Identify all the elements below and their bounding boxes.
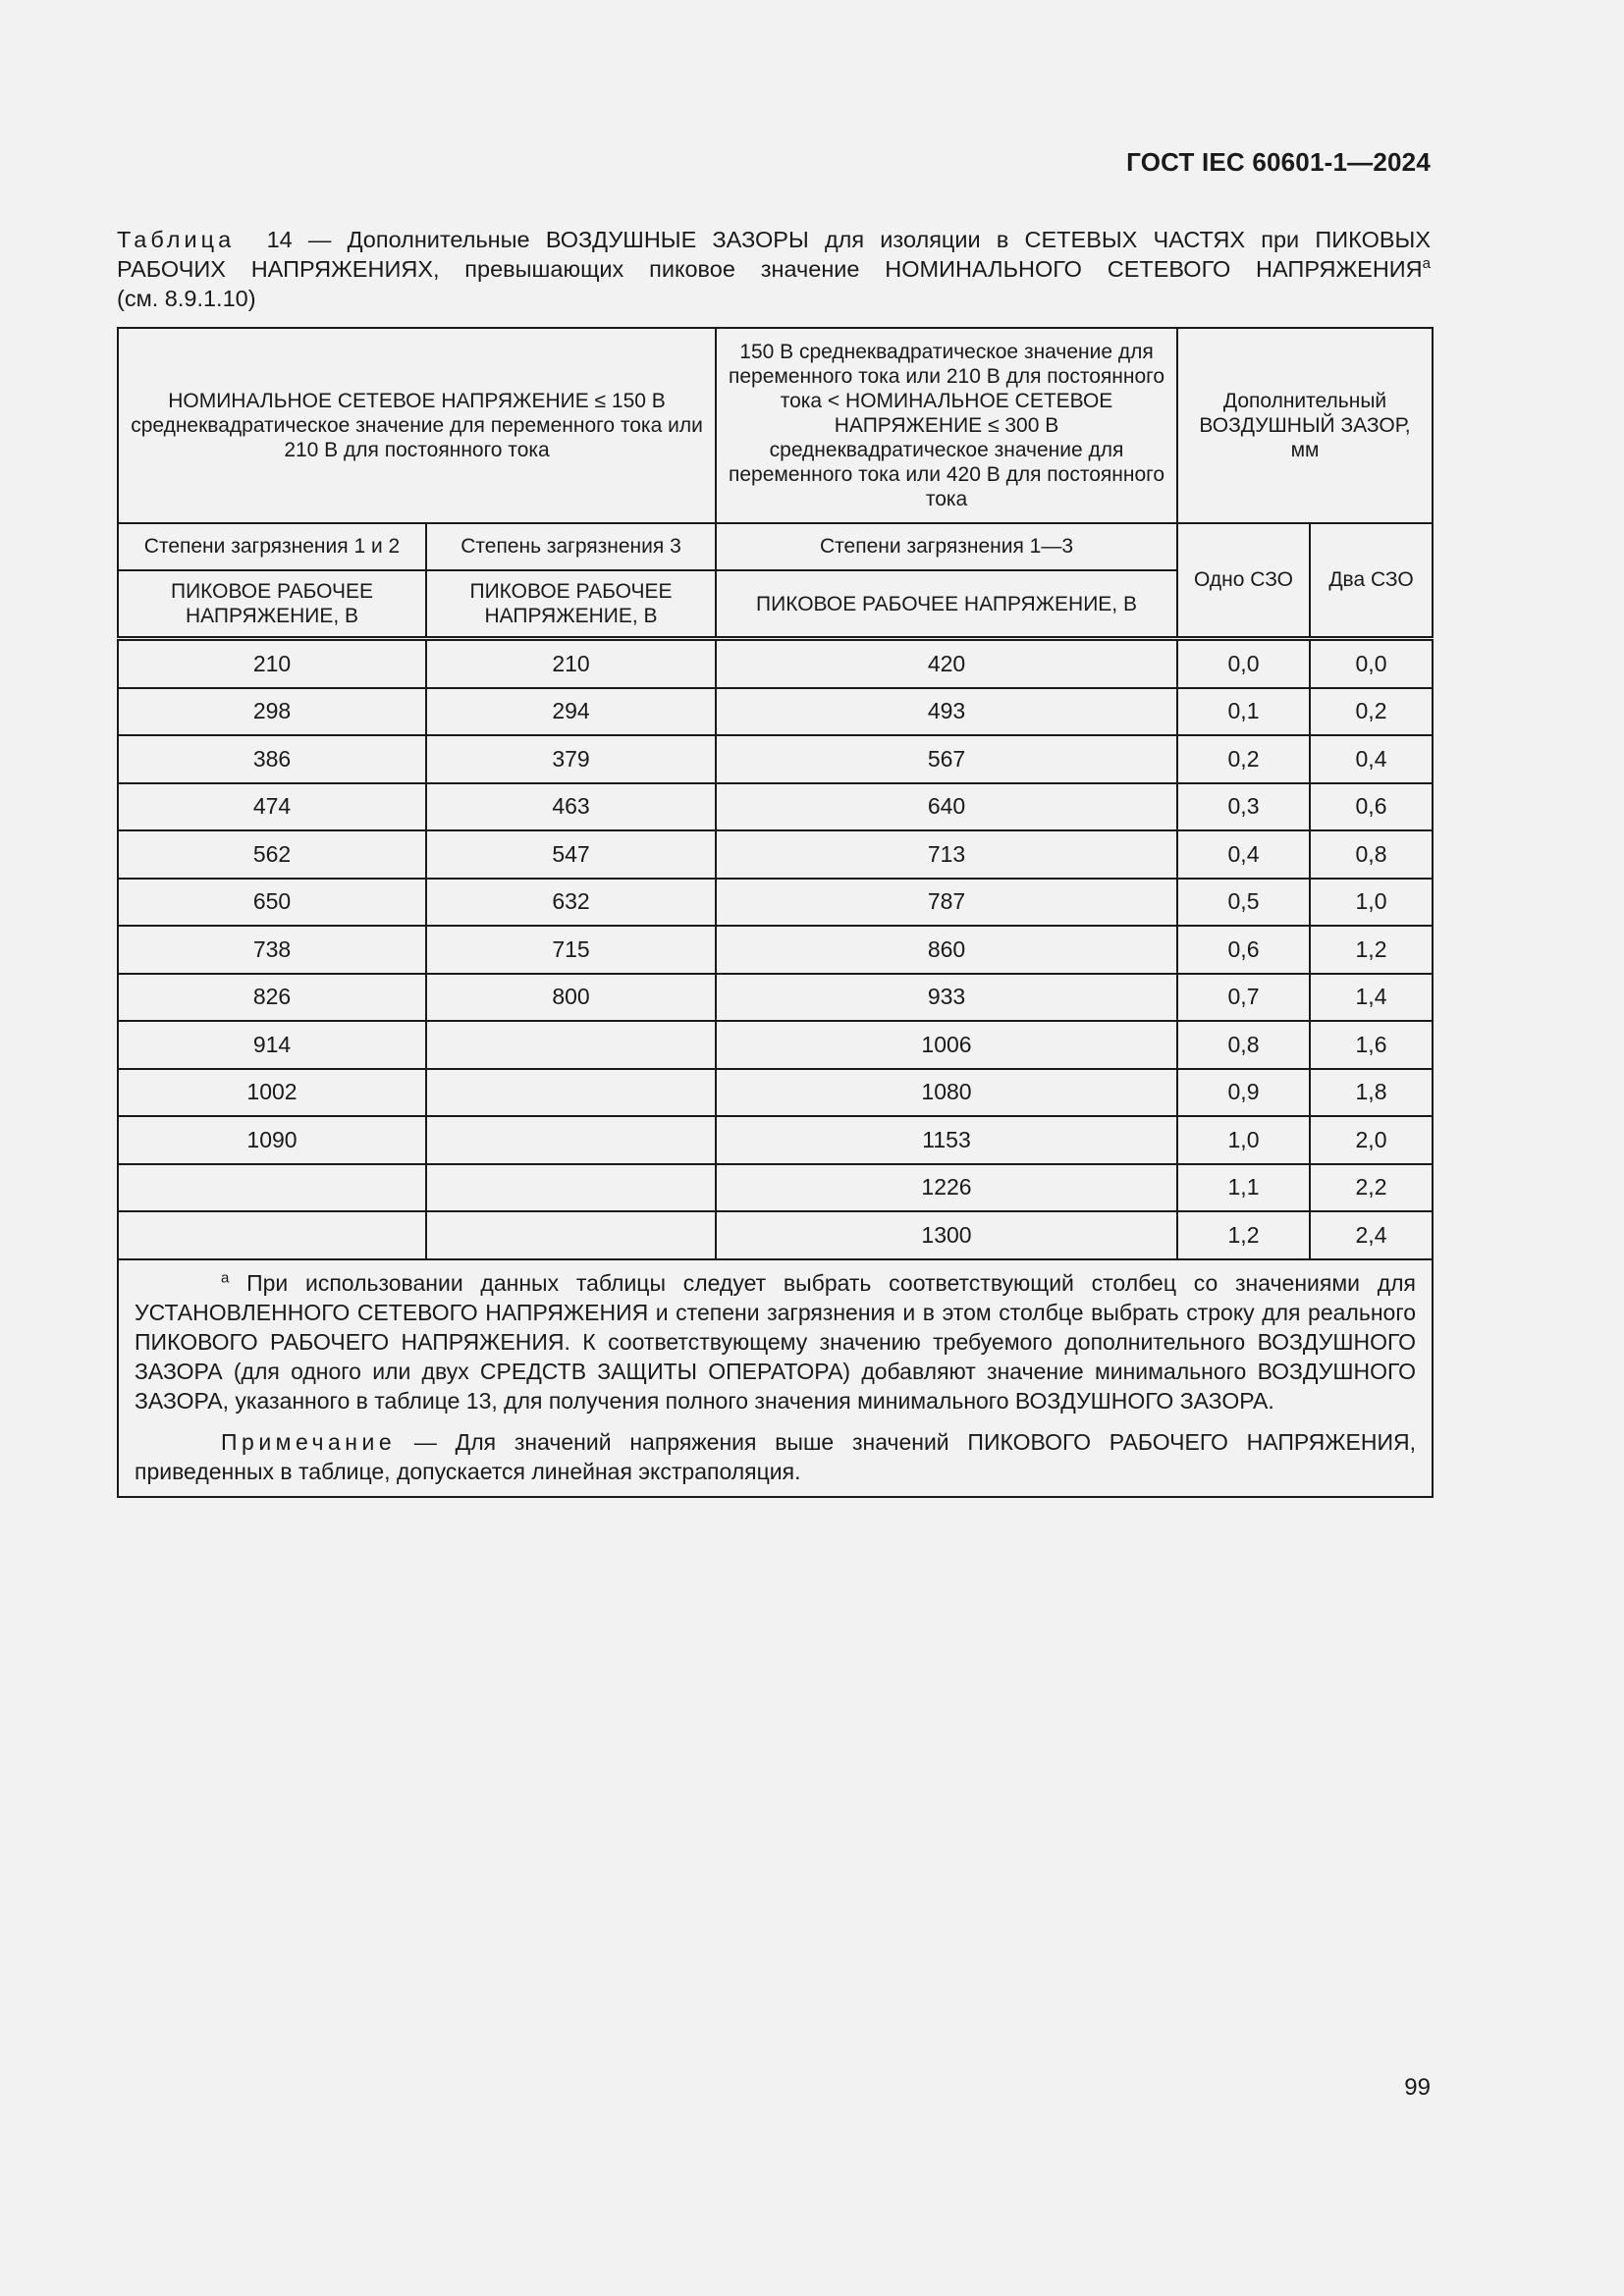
caption-line-1-text: 14 — Дополнительные ВОЗДУШНЫЕ ЗАЗОРЫ для изоляции в СЕТЕВЫХ ЧАСТЯХ при ПИКОВЫХ: [266, 227, 1431, 252]
cell-peak-voltage-pd12: 914: [118, 1021, 426, 1069]
table-row: [118, 1116, 1433, 1164]
cell-clearance-one-mop: 0,9: [1177, 1069, 1310, 1117]
cell-peak-voltage-pd3: 632: [426, 879, 716, 927]
cell-peak-voltage-pd12: 298: [118, 688, 426, 736]
cell-clearance-one-mop: 0,5: [1177, 879, 1310, 927]
cell-clearance-one-mop: 0,7: [1177, 974, 1310, 1022]
cell-peak-voltage-pd12: 1090: [118, 1116, 426, 1164]
header-peak-voltage-b: ПИКОВОЕ РАБОЧЕЕ НАПРЯЖЕНИЕ, В: [426, 570, 716, 639]
cell-peak-voltage-pd3: 294: [426, 688, 716, 736]
note-paragraph: [135, 1427, 1416, 1486]
cell-peak-voltage-pd12: 738: [118, 926, 426, 974]
cell-clearance-one-mop: 1,0: [1177, 1116, 1310, 1164]
cell-peak-voltage-pd3: [426, 1021, 716, 1069]
table-row: [118, 1021, 1433, 1069]
table-row: [118, 688, 1433, 736]
cell-clearance-two-mop: 2,4: [1310, 1211, 1433, 1259]
cell-peak-voltage-pd3: 463: [426, 783, 716, 831]
caption-line-2: [117, 254, 1431, 284]
table-row: [118, 1211, 1433, 1259]
cell-peak-voltage-pd12: 474: [118, 783, 426, 831]
cell-clearance-two-mop: 1,6: [1310, 1021, 1433, 1069]
cell-peak-voltage-pd13: 567: [716, 735, 1177, 783]
caption-line-2-text: РАБОЧИХ НАПРЯЖЕНИЯХ, превышающих пиковое значение НОМИНАЛЬНОГО СЕТЕВОГО НАПРЯЖЕНИЯ: [117, 256, 1423, 282]
cell-peak-voltage-pd13: 1153: [716, 1116, 1177, 1164]
table-caption: [117, 225, 1431, 313]
cell-peak-voltage-pd13: 713: [716, 830, 1177, 879]
cell-clearance-two-mop: 0,8: [1310, 830, 1433, 879]
cell-peak-voltage-pd13: 933: [716, 974, 1177, 1022]
table-row: [118, 639, 1433, 688]
page-number: 99: [1404, 2074, 1431, 2101]
cell-clearance-two-mop: 0,6: [1310, 783, 1433, 831]
cell-peak-voltage-pd12: [118, 1211, 426, 1259]
cell-clearance-one-mop: 1,2: [1177, 1211, 1310, 1259]
header-peak-voltage-c: ПИКОВОЕ РАБОЧЕЕ НАПРЯЖЕНИЕ, В: [716, 570, 1177, 639]
cell-peak-voltage-pd12: 386: [118, 735, 426, 783]
caption-line-1: [117, 225, 1431, 254]
note-word: Примечание: [221, 1428, 397, 1455]
table-row: [118, 1164, 1433, 1212]
header-group-additional-clearance: Дополнительный ВОЗДУШНЫЙ ЗАЗОР, мм: [1177, 328, 1433, 523]
cell-peak-voltage-pd3: 800: [426, 974, 716, 1022]
footnote-cell: [118, 1259, 1433, 1497]
cell-clearance-one-mop: 0,1: [1177, 688, 1310, 736]
cell-peak-voltage-pd3: [426, 1069, 716, 1117]
cell-clearance-one-mop: 1,1: [1177, 1164, 1310, 1212]
header-two-mop: Два СЗО: [1310, 523, 1433, 639]
cell-clearance-two-mop: 1,2: [1310, 926, 1433, 974]
cell-peak-voltage-pd13: 1006: [716, 1021, 1177, 1069]
cell-peak-voltage-pd3: [426, 1116, 716, 1164]
cell-peak-voltage-pd13: 1080: [716, 1069, 1177, 1117]
table-row: [118, 735, 1433, 783]
table-row: [118, 830, 1433, 879]
header-row-pollution: [118, 523, 1433, 570]
cell-clearance-one-mop: 0,3: [1177, 783, 1310, 831]
footnote-paragraph: [135, 1268, 1416, 1415]
note-text: — Для значений напряжения выше значений ПИКОВОГО РАБОЧЕГО НАПРЯЖЕНИЯ, приведенных в таблице, допускается линейная экстраполяция.: [135, 1428, 1417, 1484]
caption-line-3: (см. 8.9.1.10): [117, 286, 256, 311]
cell-peak-voltage-pd13: 787: [716, 879, 1177, 927]
cell-clearance-one-mop: 0,2: [1177, 735, 1310, 783]
footnote-text: При использовании данных таблицы следует выбрать соответствующий столбец со значениями для УСТАНОВЛЕННОГО СЕТЕВОГО НАПРЯЖЕНИЯ и степени загрязнения и в этом столбце выбрать строку для реального ПИКОВОГО РАБОЧЕГО НАПРЯЖЕНИЯ. К соответствующему значению требуемого дополнительного ВОЗДУШНОГО ЗАЗОРА (для одного или двух СРЕДСТВ ЗАЩИТЫ ОПЕРАТОРА) добавляют значение минимального ВОЗДУШНОГО ЗАЗОРА, указанного в таблице 13, для получения полного значения минимального ВОЗДУШНОГО ЗАЗОРА.: [135, 1269, 1417, 1414]
header-group-rated-150: НОМИНАЛЬНОЕ СЕТЕВОЕ НАПРЯЖЕНИЕ ≤ 150 В среднеквадратическое значение для переменного тока или 210 В для постоянного тока: [118, 328, 716, 523]
cell-peak-voltage-pd3: [426, 1164, 716, 1212]
cell-clearance-two-mop: 1,8: [1310, 1069, 1433, 1117]
header-pollution-3: Степень загрязнения 3: [426, 523, 716, 570]
cell-clearance-two-mop: 2,0: [1310, 1116, 1433, 1164]
table-row: [118, 1069, 1433, 1117]
cell-peak-voltage-pd13: 1226: [716, 1164, 1177, 1212]
cell-clearance-two-mop: 0,0: [1310, 639, 1433, 688]
cell-clearance-one-mop: 0,0: [1177, 639, 1310, 688]
header-peak-voltage-a: ПИКОВОЕ РАБОЧЕЕ НАПРЯЖЕНИЕ, В: [118, 570, 426, 639]
cell-clearance-one-mop: 0,6: [1177, 926, 1310, 974]
cell-peak-voltage-pd3: 210: [426, 639, 716, 688]
cell-peak-voltage-pd13: 640: [716, 783, 1177, 831]
cell-clearance-two-mop: 2,2: [1310, 1164, 1433, 1212]
cell-peak-voltage-pd12: 826: [118, 974, 426, 1022]
cell-clearance-one-mop: 0,8: [1177, 1021, 1310, 1069]
table-row: [118, 974, 1433, 1022]
header-group-rated-300: 150 В среднеквадратическое значение для переменного тока или 210 В для постоянного тока < НОМИНАЛЬНОЕ СЕТЕВОЕ НАПРЯЖЕНИЕ ≤ 300 В среднеквадратическое значение для переменного тока или 420 В для постоянного тока: [716, 328, 1177, 523]
cell-clearance-two-mop: 1,4: [1310, 974, 1433, 1022]
table-row: [118, 926, 1433, 974]
cell-peak-voltage-pd12: [118, 1164, 426, 1212]
clearance-table: [117, 327, 1434, 1498]
cell-peak-voltage-pd13: 493: [716, 688, 1177, 736]
cell-peak-voltage-pd12: 210: [118, 639, 426, 688]
cell-peak-voltage-pd13: 420: [716, 639, 1177, 688]
caption-table-word: Таблица: [117, 227, 236, 252]
cell-clearance-two-mop: 0,4: [1310, 735, 1433, 783]
cell-peak-voltage-pd3: 547: [426, 830, 716, 879]
caption-footnote-mark: a: [1422, 255, 1431, 273]
cell-peak-voltage-pd12: 650: [118, 879, 426, 927]
header-row-groups: [118, 328, 1433, 523]
cell-peak-voltage-pd12: 562: [118, 830, 426, 879]
cell-peak-voltage-pd3: [426, 1211, 716, 1259]
cell-clearance-one-mop: 0,4: [1177, 830, 1310, 879]
cell-peak-voltage-pd3: 715: [426, 926, 716, 974]
document-id: ГОСТ IEC 60601-1—2024: [1126, 147, 1431, 177]
table-row: [118, 783, 1433, 831]
cell-peak-voltage-pd13: 1300: [716, 1211, 1177, 1259]
cell-peak-voltage-pd12: 1002: [118, 1069, 426, 1117]
cell-peak-voltage-pd13: 860: [716, 926, 1177, 974]
table-row: [118, 879, 1433, 927]
header-pollution-1-2: Степени загрязнения 1 и 2: [118, 523, 426, 570]
cell-peak-voltage-pd3: 379: [426, 735, 716, 783]
footnote-row: [118, 1259, 1433, 1497]
footnote-mark: a: [221, 1268, 230, 1286]
header-one-mop: Одно СЗО: [1177, 523, 1310, 639]
header-pollution-1-3: Степени загрязнения 1—3: [716, 523, 1177, 570]
cell-clearance-two-mop: 0,2: [1310, 688, 1433, 736]
table-body: [118, 639, 1433, 1259]
cell-clearance-two-mop: 1,0: [1310, 879, 1433, 927]
